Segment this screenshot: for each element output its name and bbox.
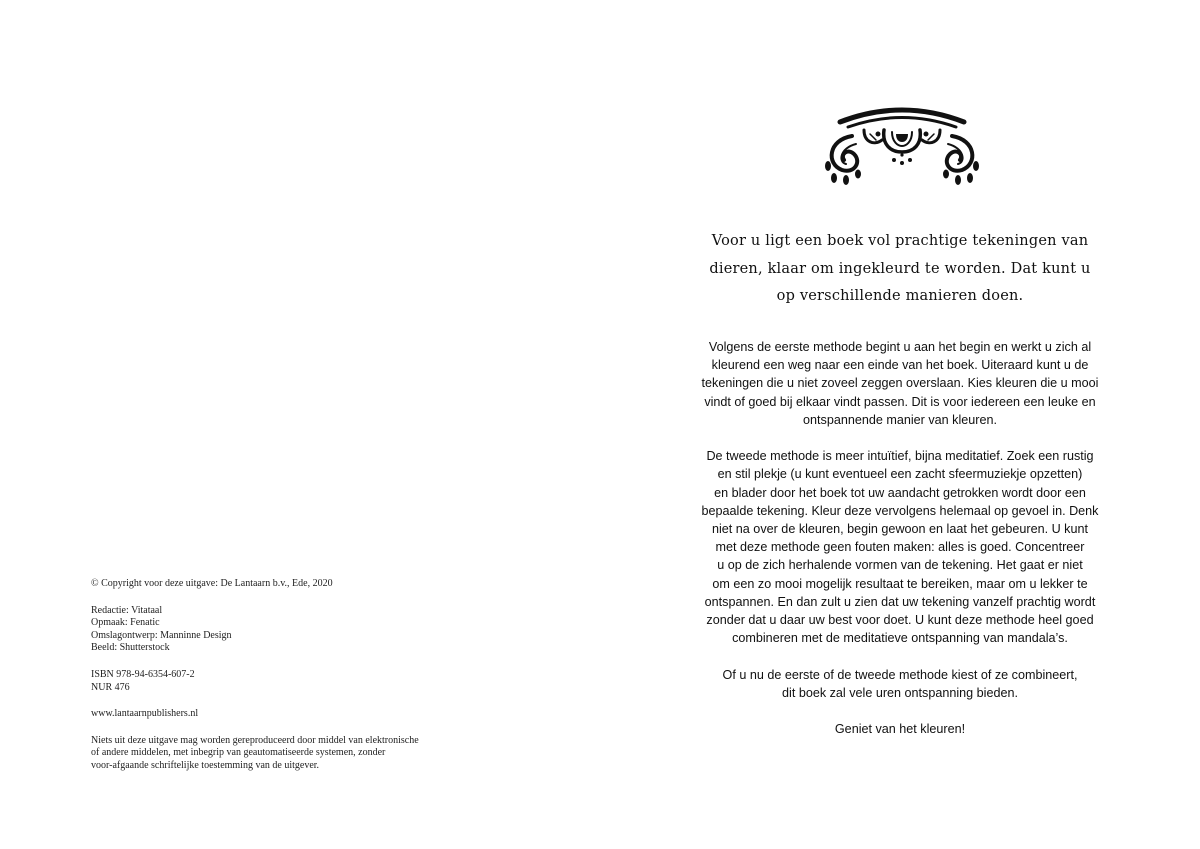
right-page — [600, 0, 1200, 849]
paragraph-first-method — [680, 338, 1120, 429]
text-line: niet na over de kleuren, begin gewoon en laat het gebeuren. U kunt — [712, 522, 1088, 537]
text-line: Of u nu de eerste of de tweede methode kiest of ze combineert, — [722, 667, 1078, 682]
text-line: ontspannende manier van kleuren. — [803, 412, 997, 427]
text-line: bepaalde tekening. Kleur deze vervolgens helemaal op gevoel in. Denk — [701, 503, 1099, 518]
credit-line: Beeld: Shutterstock — [91, 642, 170, 654]
closing-line: Geniet van het kleuren! — [834, 722, 966, 737]
nur-line: NUR 476 — [91, 681, 130, 693]
isbn-line: ISBN 978-94-6354-607-2 — [91, 668, 195, 680]
text-line: u op de zich herhalende vormen van de tekening. Het gaat er niet — [717, 558, 1083, 573]
credit-line: Omslagontwerp: Manninne Design — [91, 629, 232, 641]
text-line: en blader door het boek tot uw aandacht getrokken wordt door een — [714, 485, 1086, 500]
text-line: en stil plekje (u kunt eventueel een zacht sfeermuziekje opzetten) — [717, 467, 1083, 482]
credit-line: Redactie: Vitataal — [91, 604, 163, 616]
text-line: dit boek zal vele uren ontspanning bieden. — [782, 685, 1018, 700]
rights-line: voor-afgaande schriftelijke toestemming van de uitgever. — [91, 759, 320, 771]
text-line: De tweede methode is meer intuïtief, bijna meditatief. Zoek een rustig — [706, 449, 1094, 464]
intro-line: Voor u ligt een boek vol prachtige tekeningen van — [711, 233, 1089, 249]
body-text — [680, 338, 1120, 757]
floral-ornament-icon — [820, 100, 984, 186]
intro-line: op verschillende manieren doen. — [776, 288, 1024, 304]
text-line: ontspannen. En dan zult u zien dat uw tekening vanzelf prachtig wordt — [704, 594, 1096, 609]
paragraph-combine — [680, 666, 1120, 702]
website-link[interactable]: www.lantaarnpublishers.nl — [91, 708, 199, 720]
text-line: met deze methode geen fouten maken: alles is goed. Concentreer — [715, 540, 1085, 555]
text-line: Volgens de eerste methode begint u aan het begin en werkt u zich al — [708, 340, 1092, 354]
credit-line: Opmaak: Fenatic — [91, 617, 160, 629]
rights-line: Niets uit deze uitgave mag worden gereproduceerd door middel van elektronische — [91, 734, 419, 746]
colophon — [91, 578, 471, 773]
text-line: kleurend een weg naar een einde van het boek. Uiteraard kunt u de — [711, 358, 1089, 373]
text-line: tekeningen die u niet zoveel zeggen overslaan. Kies kleuren die u mooi — [701, 376, 1099, 391]
text-line: combineren met de meditatieve ontspanning van mandala’s. — [732, 631, 1068, 646]
paragraph-second-method — [680, 447, 1120, 647]
intro-line: dieren, klaar om ingekleurd te worden. Dat kunt u — [709, 260, 1091, 277]
text-line: vindt of goed bij elkaar vindt passen. Dit is voor iedereen een leuke en — [704, 394, 1096, 409]
text-line: om een zo mooi mogelijk resultaat te bereiken, maar om u lekker te — [712, 576, 1088, 591]
text-line: zonder dat u daar uw best voor doet. U kunt deze methode heel goed — [706, 613, 1094, 628]
intro-text — [680, 228, 1120, 311]
copyright-line: © Copyright voor deze uitgave: De Lantaarn b.v., Ede, 2020 — [91, 578, 333, 589]
rights-line: of andere middelen, met inbegrip van geautomatiseerde systemen, zonder — [91, 747, 386, 759]
